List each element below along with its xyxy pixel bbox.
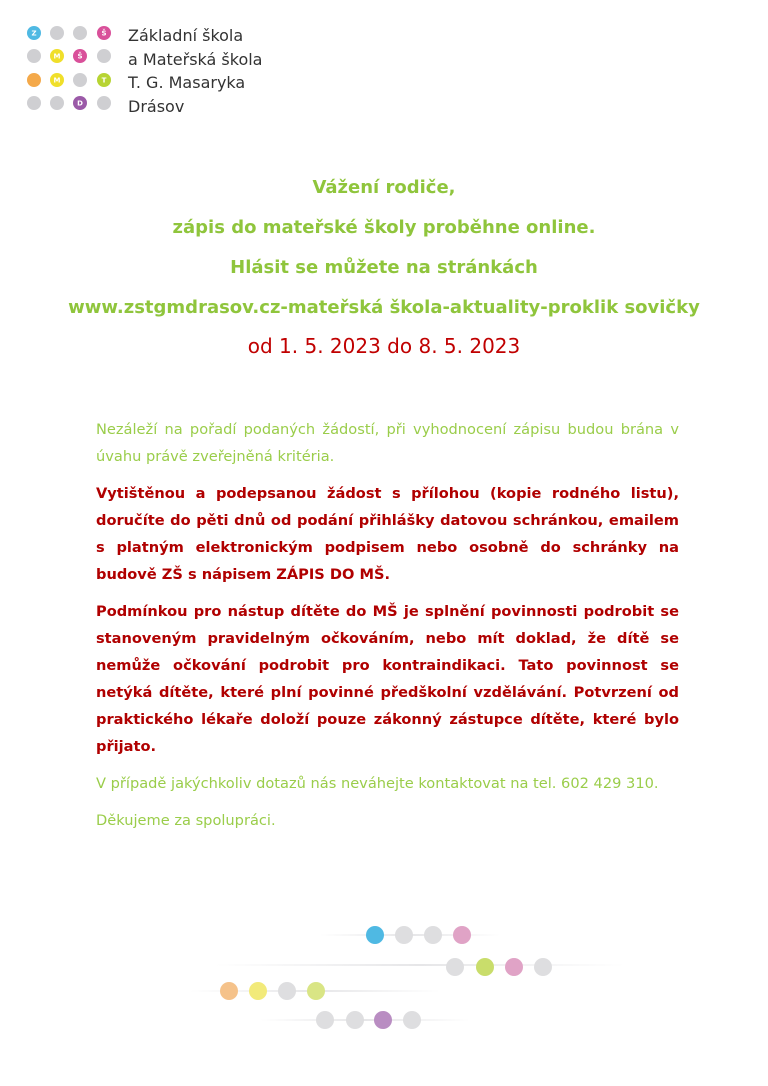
paragraph-contact: V případě jakýchkoliv dotazů nás neváhejte kontaktovat na tel. 602 429 310. xyxy=(96,775,659,792)
logo-letter-m1: M xyxy=(53,52,61,61)
footer-dots-decoration xyxy=(0,916,768,1036)
logo-letter-s2: Š xyxy=(77,52,83,61)
paragraph-vaccination-requirement: Podmínkou pro nástup dítěte do MŠ je splnění povinnosti podrobit se stanoveným pravidelným očkováním, nebo mít doklad, že dítě se nemůže očkování podrobit pro kontraindikaci. Tato povinnost se netýká dítěte, které plní povinné předškolní vzdělávání. Potvrzení od praktického lékaře doloží pouze zákonný zástupce dítěte, které bylo přijato. xyxy=(96,603,679,755)
greeting: Vážení rodiče, xyxy=(312,177,456,198)
logo-letter-t: T xyxy=(101,76,107,85)
announcement-body xyxy=(96,416,679,844)
logo-letter-m2: M xyxy=(53,76,61,85)
logo-letter-d: D xyxy=(77,99,83,108)
logo-line-3: T. G. Masaryka xyxy=(128,73,246,92)
logo-letter-s1: Š xyxy=(101,29,107,38)
logo-line-4: Drásov xyxy=(128,96,185,116)
paragraph-thanks: Děkujeme za spolupráci. xyxy=(96,812,276,829)
headline-online-registration: zápis do mateřské školy proběhne online. xyxy=(172,217,596,238)
logo-line-2: a Mateřská škola xyxy=(128,49,263,69)
headline-register-on-website: Hlásit se můžete na stránkách xyxy=(230,257,538,278)
logo-dots-graphic xyxy=(26,24,118,116)
registration-date-range: od 1. 5. 2023 do 8. 5. 2023 xyxy=(247,334,521,358)
paragraph-order-of-applications: Nezáleží na pořadí podaných žádostí, při vyhodnocení zápisu budou brána v úvahu právě zveřejněná kritéria. xyxy=(96,421,679,465)
announcement-header xyxy=(0,168,768,364)
website-path: www.zstgmdrasov.cz-mateřská škola-aktuality-proklik sovičky xyxy=(68,297,700,318)
paragraph-printed-application: Vytištěnou a podepsanou žádost s přílohou (kopie rodného listu), doručíte do pěti dnů od podání přihlášky datovou schránkou, emailem s platným elektronickým podpisem nebo osobně do schránky na budově ZŠ s nápisem ZÁPIS DO MŠ. xyxy=(96,485,679,583)
logo-letter-z: Z xyxy=(31,29,37,38)
school-logo xyxy=(26,24,286,116)
logo-line-1: Základní škola xyxy=(128,26,244,45)
logo-text xyxy=(128,24,262,118)
